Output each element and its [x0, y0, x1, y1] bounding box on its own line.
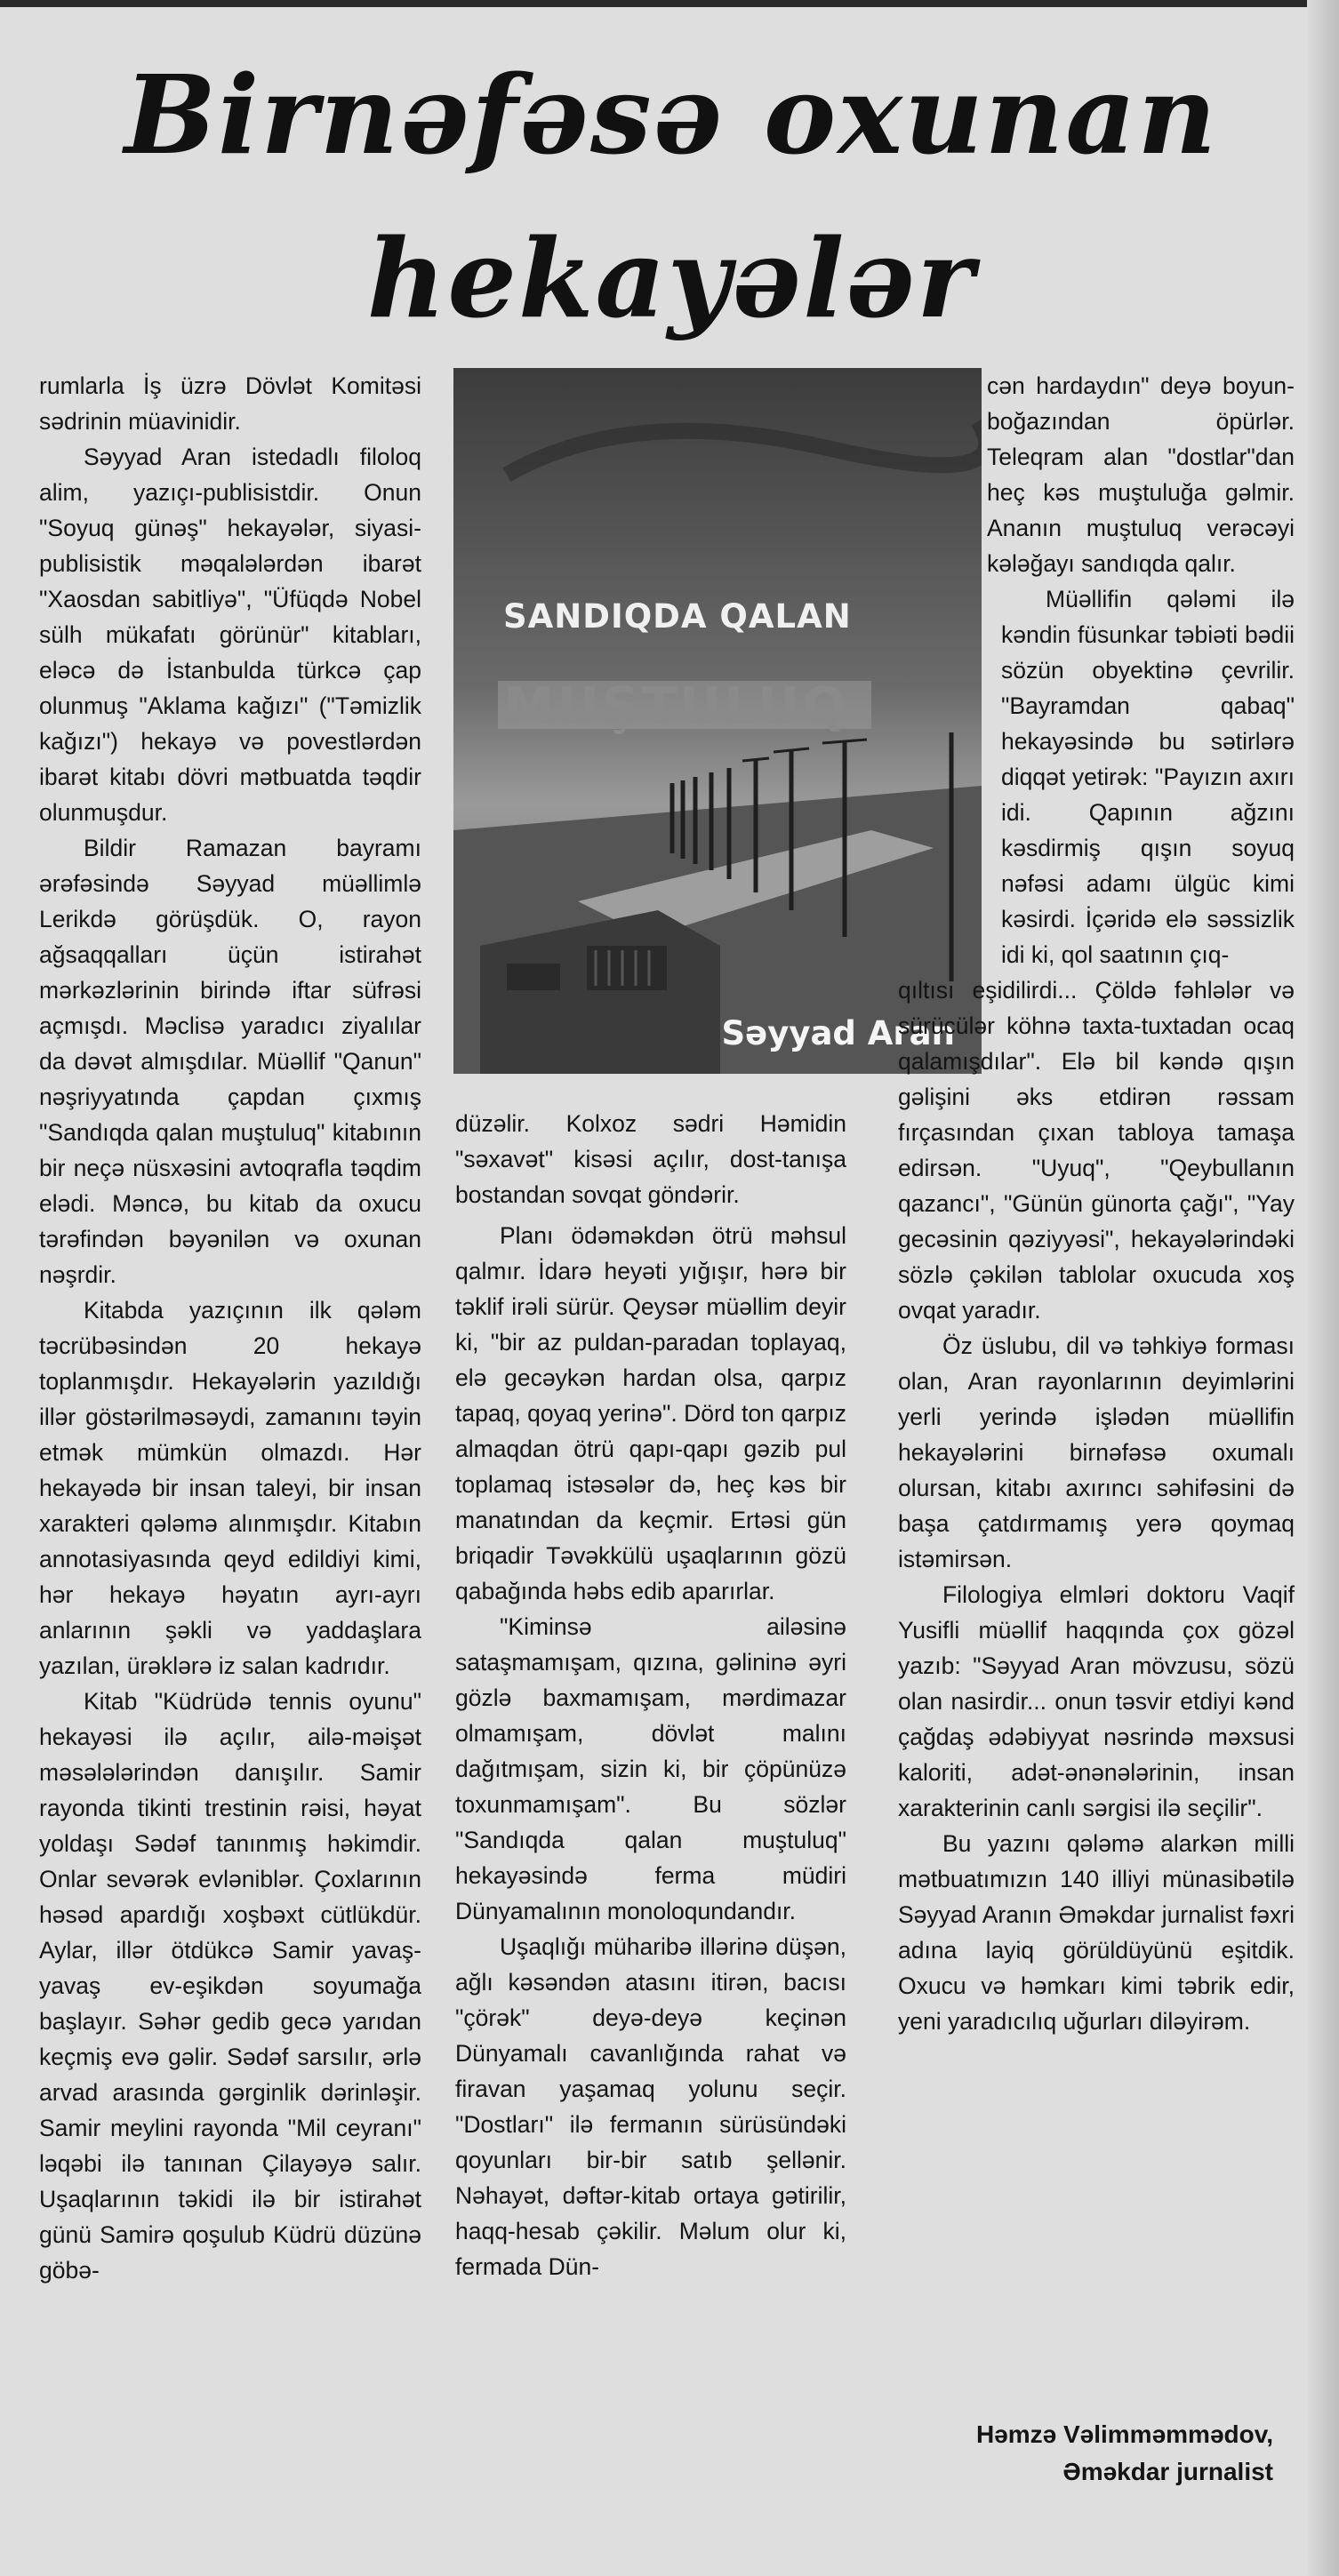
- paragraph: "Kiminsə ailəsinə sataşmamışam, qızına, gəlininə əyri gözlə baxmamışam, mərdimazar olmamışam, dövlət malını dağıtmışam, sizin ki, bir çöpünüzə toxunmamışam". Bu sözlər "Sandıqda qalan muştuluq" hekayəsində ferma müdiri Dünyamalının monoloqundandır.: [455, 1613, 846, 1924]
- article-column-3: [898, 368, 1295, 2039]
- paragraph: Müəllifin qələmi ilə kəndin füsunkar təbiəti bədii sözün obyektinə çevrilir. "Bayramdan qabaq" hekayəsində bu sətirlərə diqqət yetirək: "Payızın axırı idi. Qapının ağzını kəsdirmiş qışın soyuq nəfəsi adamı ülgüc kimi kəsirdi. İçəridə elə səssizlik idi ki, qol saatının çıq-: [1001, 586, 1295, 968]
- book-author: Səyyad Aran: [721, 1014, 955, 1052]
- article-column-2: [455, 1106, 846, 2284]
- paragraph: düzəlir. Kolxoz sədri Həmidin "səxavət" kisəsi açılır, dost-tanışa bostandan sovqat göndərir.: [455, 1110, 846, 1208]
- book-title: SANDIQDA QALAN: [503, 597, 852, 636]
- author-name: Həmzə Vəlimməmmədov,: [975, 2420, 1273, 2448]
- paragraph: cən hardaydın" deyə boyun-boğazından öpürlər. Teleqram alan "dostlar"dan heç kəs muştuluğa gəlmir. Ananın muştuluq verəcəyi kələğayı sandıqda qalır.: [987, 372, 1295, 577]
- paragraph: Kitabda yazıçının ilk qələm təcrübəsindən 20 hekayə toplanmışdır. Hekayələrin yazıldığı illər göstərilməsəydi, zamanını təyin etmək mümkün olmazdı. Hər hekayədə bir insan taleyi, bir insan xarakteri qələmə alınmışdır. Kitabın annotasiyasında qeyd edildiyi kimi, hər hekayə həyatın ayrı-ayrı anlarının şəkli və yaddaşlara yazılan, ürəklərə iz salan kadrıdır.: [39, 1297, 421, 1679]
- paragraph: Kitab "Küdrüdə tennis oyunu" hekayəsi ilə açılır, ailə-məişət məsələlərindən danışılır. Samir rayonda tikinti trestinin rəisi, həyat yoldaşı Sədəf tanınmış həkimdir. Onlar sevərək evləniblər. Çoxlarının həsəd apardığı xoşbəxt cütlükdür. Aylar, illər ötdükcə Samir yavaş-yavaş ev-eşikdən soyumağa başlayır. Səhər gedib gecə yarıdan keçmiş evə gəlir. Sədəf sarsılır, ərlə arvad arasında gərginlik dərinləşir. Samir meylini rayonda "Mil ceyranı" ləqəbi ilə tanınan Çilayəyə salır. Uşaqlarının təkidi ilə bir istirahət günü Samirə qoşulub Küdrü düzünə göbə-: [39, 1688, 421, 2284]
- paragraph: Bu yazını qələmə alarkən milli mətbuatımızın 140 illiyi münasibətilə Səyyad Aranın Əməkdar jurnalist fəxri adına layiq görüldüyünü eşitdik. Oxucu və həmkarı kimi təbrik edir, yeni yaradıcılıq uğurları diləyirəm.: [898, 1830, 1295, 2035]
- paragraph: Filologiya elmləri doktoru Vaqif Yusifli müəllif haqqında çox gözəl yazıb: "Səyyad Aran mövzusu, sözü olan nasirdir... onun təsvir etdiyi kənd çağdaş ədəbiyyat nəsrində məxsusi kaloriti, adət-ənənələrinin, insan xarakterinin canlı sərgisi ilə seçilir".: [898, 1581, 1295, 1821]
- paragraph: Uşaqlığı müharibə illərinə düşən, ağlı kəsəndən atasını itirən, bacısı "çörək" deyə-deyə keçinən Dünyamalı cavanlığında rahat və firavan yaşamaq yolunu seçir. "Dostları" ilə fermanın sürüsündəki qoyunları bir-bir satıb şellənir. Nəhayət, dəftər-kitab ortaya gətirilir, haqq-hesab çəkilir. Məlum olur ki, fermada Dün-: [455, 1933, 846, 2280]
- author-signature: [976, 2416, 1273, 2491]
- book-subtitle: MUŞTULUQ: [503, 676, 849, 736]
- paragraph: Bildir Ramazan bayramı ərəfəsində Səyyad müəllimlə Lerikdə görüşdük. O, rayon ağsaqqalları üçün istirahət mərkəzlərinin birində iftar süfrəsi açmışdı. Məclisə yaradıcı ziyalılar da dəvət almışdılar. Müəllif "Qanun" nəşriyyatında çapdan çıxmış "Sandıqda qalan muştuluq" kitabının bir neçə nüsxəsini avtoqrafla təqdim elədi. Məncə, bu kitab da oxucu tərəfindən bəyənilən və oxunan nəşrdir.: [39, 835, 421, 1288]
- page-edge-shadow: [1307, 0, 1339, 2576]
- paragraph: Planı ödəməkdən ötrü məhsul qalmır. İdarə heyəti yığışır, hərə bir təklif irəli sürür. Qeysər müəllim deyir ki, "bir az puldan-paradan toplayaq, elə gecəykən hardan olsa, qarpız tapaq, qoyaq yerinə". Dörd ton qarpız almaqdan ötrü qapı-qapı gəzib pul toplamaq istəsələr də, heç kəs bir manatından da keçmir. Ertəsi gün briqadir Təvəkkülü uşaqlarının gözü qabağında həbs edib aparırlar.: [455, 1222, 846, 1604]
- author-title: Əməkdar jurnalist: [1062, 2458, 1273, 2485]
- paragraph: qıltısı eşidilirdi... Çöldə fəhlələr və sürücülər köhnə taxta-tuxtadan ocaq qalamışdılar". Elə bil kəndə qışın gəlişini əks etdirən rəssam fırçasından çıxan tabloya tamaşa edirsən. "Uyuq", "Qeybullanın qazancı", "Günün günorta çağı", "Yay gecəsinin qəziyyəsi", hekayələrindəki sözlə çəkilən tablolar oxucuda xoş ovqat yaradır.: [898, 977, 1295, 1324]
- paragraph: rumlarla İş üzrə Dövlət Komitəsi sədrinin müavinidir.: [39, 372, 421, 435]
- headline-line-1: Birnəfəsə oxunan: [124, 51, 1219, 179]
- top-border-rule: [0, 0, 1339, 7]
- article-column-1: [39, 368, 421, 2288]
- paragraph: Öz üslubu, dil və təhkiyə forması olan, Aran rayonlarının deyimlərini yerli yerində işlədən müəllifin hekayələrini birnəfəsə oxumalı olursan, kitabı axırıncı səhifəsini də başa çatdırmamış yerə qoymaq istəmirsən.: [898, 1332, 1295, 1572]
- headline-line-2: hekayələr: [366, 214, 976, 342]
- paragraph: Səyyad Aran istedadlı filoloq alim, yazıçı-publisistdir. Onun "Soyuq günəş" hekayələr, siyasi-publisistik məqalələrdən ibarət "Xaosdan sabitliyə", "Üfüqdə Nobel sülh mükafatı görünür" kitabları, eləcə də İstanbulda türkcə çap olunmuş "Aklama kağızı" ("Təmizlik kağızı") hekayə və povestlərdən ibarət kitabı dövri mətbuatda təqdir olunmuşdur.: [39, 444, 421, 826]
